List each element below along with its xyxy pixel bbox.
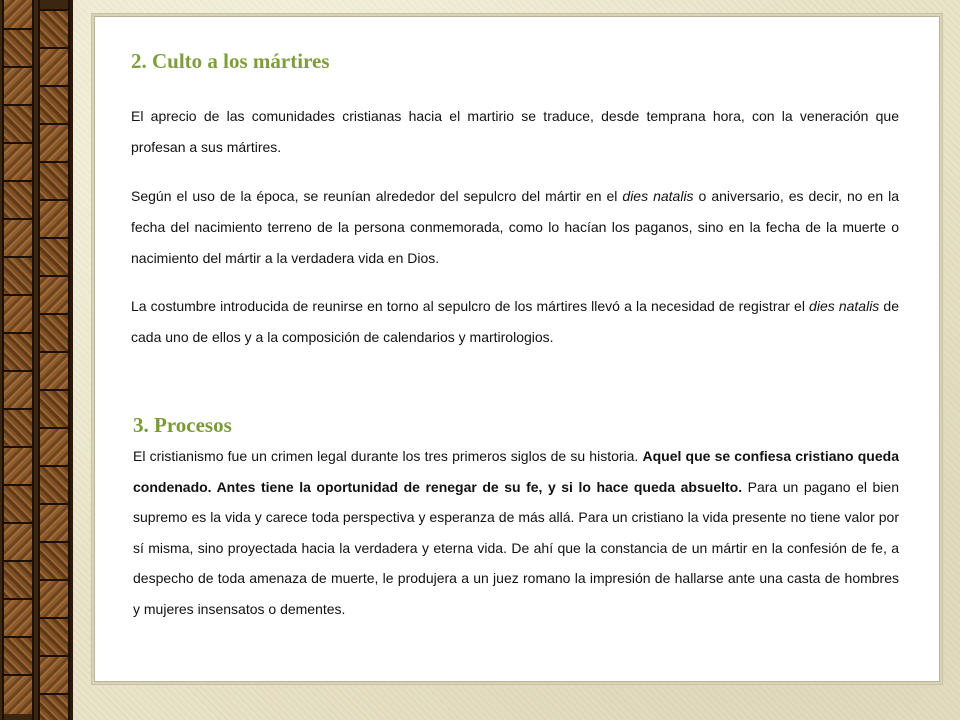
- wood-tile: [4, 0, 32, 30]
- wood-tile: [40, 313, 68, 353]
- wood-tile: [40, 617, 68, 657]
- section-heading-procesos: 3. Procesos: [133, 413, 232, 437]
- wood-tile: [4, 142, 32, 182]
- paragraph-costumbre: [131, 291, 899, 353]
- wood-tile: [40, 655, 68, 695]
- wood-tile: [40, 389, 68, 429]
- wood-tile: [40, 47, 68, 87]
- wood-tile: [4, 446, 32, 486]
- wood-tile: [40, 199, 68, 239]
- text-fragment: Para un pagano el bien supremo es la vida y carece toda perspectiva y esperanza de más allá. Para un cristiano la vida presente no tiene valor por sí misma, sino proyectada hacia la verdadera y eterna vida. De ahí que la constancia de un mártir en la confesión de fe, a despecho de toda amenaza de muerte, le produjera a un juez romano la impresión de hallarse ante una casta de hombres y mujeres insensatos o dementes.: [133, 478, 899, 617]
- text-fragment: de cada uno de ellos y a la composición de calendarios y martirologios.: [131, 298, 899, 345]
- wood-tile: [4, 66, 32, 106]
- text-fragment: El cristianismo fue un crimen legal durante los tres primeros siglos de su historia.: [133, 448, 643, 464]
- wooden-border: [0, 0, 72, 720]
- text-fragment: Según el uso de la época, se reunían alrededor del sepulcro del mártir en el: [131, 188, 623, 204]
- wood-tile: [4, 636, 32, 676]
- italic-term: dies natalis: [622, 188, 694, 204]
- wood-edge-divider: [70, 0, 73, 720]
- wood-tile: [4, 332, 32, 372]
- wood-tile: [4, 598, 32, 638]
- wood-tile: [4, 28, 32, 68]
- wood-tile: [40, 351, 68, 391]
- wood-tile: [40, 85, 68, 125]
- wood-tile: [40, 541, 68, 581]
- wood-tile: [40, 693, 68, 720]
- paragraph-procesos: [133, 441, 899, 624]
- paragraph-uso-epoca: [131, 181, 899, 274]
- wood-tile: [4, 560, 32, 600]
- wood-tile: [40, 465, 68, 505]
- wood-tile: [40, 275, 68, 315]
- wood-column-right: [38, 0, 70, 720]
- section-heading-culto: 2. Culto a los mártires: [131, 49, 330, 73]
- wood-tile: [40, 579, 68, 619]
- wood-tile: [40, 9, 68, 49]
- wood-column-left: [2, 0, 34, 720]
- wood-tile: [40, 161, 68, 201]
- wood-tile: [4, 674, 32, 714]
- wood-tile: [40, 427, 68, 467]
- wood-tile: [4, 370, 32, 410]
- paragraph-aprecio: El aprecio de las comunidades cristianas hacia el martirio se traduce, desde temprana hora, con la veneración que profesan a sus mártires.: [131, 108, 899, 155]
- bold-statement: Aquel que se confiesa cristiano queda condenado. Antes tiene la oportunidad de renegar de su fe, y si lo hace queda absuelto.: [133, 448, 899, 495]
- wood-tile: [40, 503, 68, 543]
- wood-tile: [4, 218, 32, 258]
- wood-tile: [40, 123, 68, 163]
- wood-tile: [4, 522, 32, 562]
- wood-tile: [4, 180, 32, 220]
- wood-tile: [4, 484, 32, 524]
- wood-tile: [40, 237, 68, 277]
- wood-tile: [4, 104, 32, 144]
- italic-term: dies natalis: [809, 298, 880, 314]
- text-fragment: o aniversario, es decir, no en la fecha del nacimiento terreno de la persona conmemorada, como lo hacían los paganos, sino en la fecha de la muerte o nacimiento del mártir a la verdadera vida en Dios.: [131, 188, 900, 266]
- wood-tile: [4, 256, 32, 296]
- slide-content-card: [94, 16, 940, 682]
- wood-tile: [4, 408, 32, 448]
- wood-tile: [4, 294, 32, 334]
- text-fragment: La costumbre introducida de reunirse en torno al sepulcro de los mártires llevó a la necesidad de registrar el: [131, 298, 810, 314]
